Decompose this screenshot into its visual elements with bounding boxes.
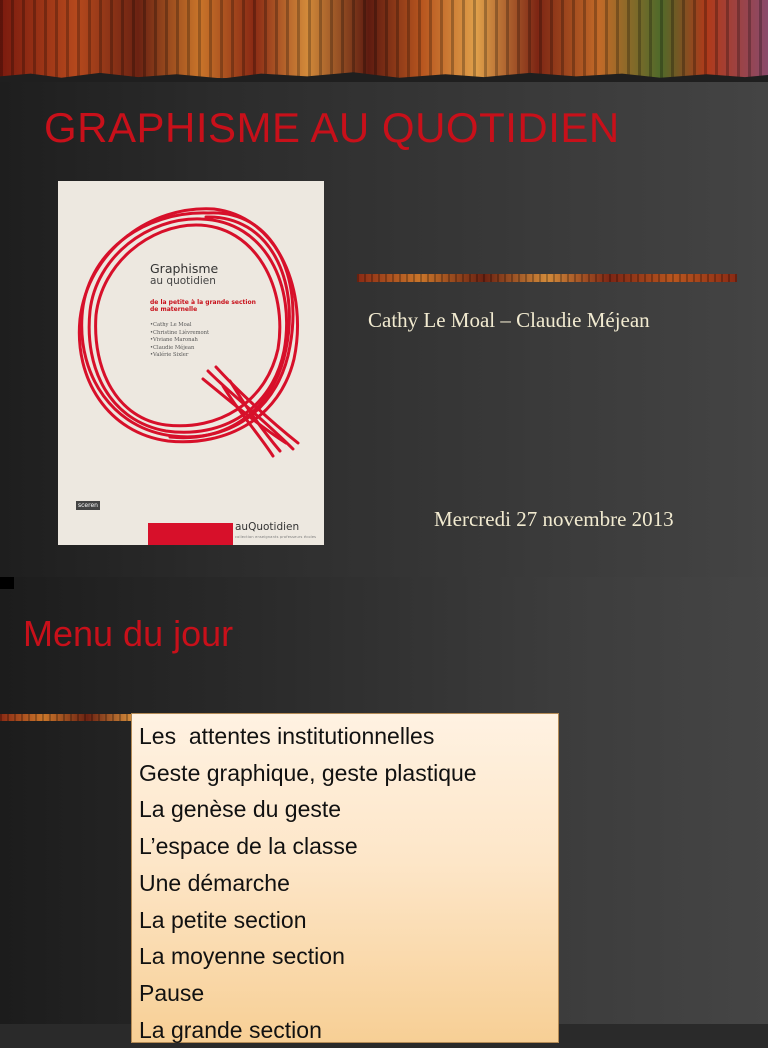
slide-title: GRAPHISME AU QUOTIDIEN — [44, 104, 620, 151]
cover-authors-list — [150, 322, 260, 360]
cover-level: de la petite à la grande section de maternelle — [150, 299, 256, 313]
cover-author: •Cathy Le Moal — [150, 322, 192, 328]
red-scribble-q-icon — [58, 181, 324, 545]
menu-list — [131, 713, 559, 1043]
cover-series-subtitle: collection enseignants professeurs écoles — [235, 535, 317, 539]
menu-item: La grande section — [139, 1016, 322, 1043]
menu-item: L’espace de la classe — [139, 833, 358, 860]
presentation-date: Mercredi 27 novembre 2013 — [434, 507, 674, 531]
cover-author: •Viviane Maronah — [150, 337, 198, 343]
presenters: Cathy Le Moal – Claudie Méjean — [368, 308, 650, 332]
menu-item: Une démarche — [139, 869, 290, 896]
menu-item: La genèse du geste — [139, 796, 342, 823]
cover-author: •Christine Lièvremont — [150, 329, 210, 336]
cover-author: •Valérie Sixler — [150, 352, 189, 358]
menu-title: Menu du jour — [23, 613, 234, 654]
menu-decorative-rule — [0, 714, 131, 721]
decorative-banner — [0, 0, 768, 78]
cover-series: auQuotidien — [235, 521, 300, 533]
cover-title: Graphisme — [150, 261, 219, 276]
cover-red-bar — [148, 523, 233, 545]
menu-item: Les attentes institutionnelles — [139, 723, 435, 749]
menu-item: La petite section — [139, 906, 307, 933]
slide-corner-mark — [0, 577, 14, 589]
menu-item: Pause — [139, 979, 205, 1006]
menu-item: La moyenne section — [139, 943, 345, 970]
book-cover-image — [58, 181, 324, 545]
cover-subtitle: au quotidien — [150, 275, 216, 287]
menu-slide — [0, 577, 768, 1043]
decorative-rule — [357, 274, 737, 282]
publisher-logo: sceren — [78, 502, 98, 509]
cover-author: •Claudie Méjean — [150, 344, 195, 351]
menu-item: Geste graphique, geste plastique — [139, 759, 477, 786]
